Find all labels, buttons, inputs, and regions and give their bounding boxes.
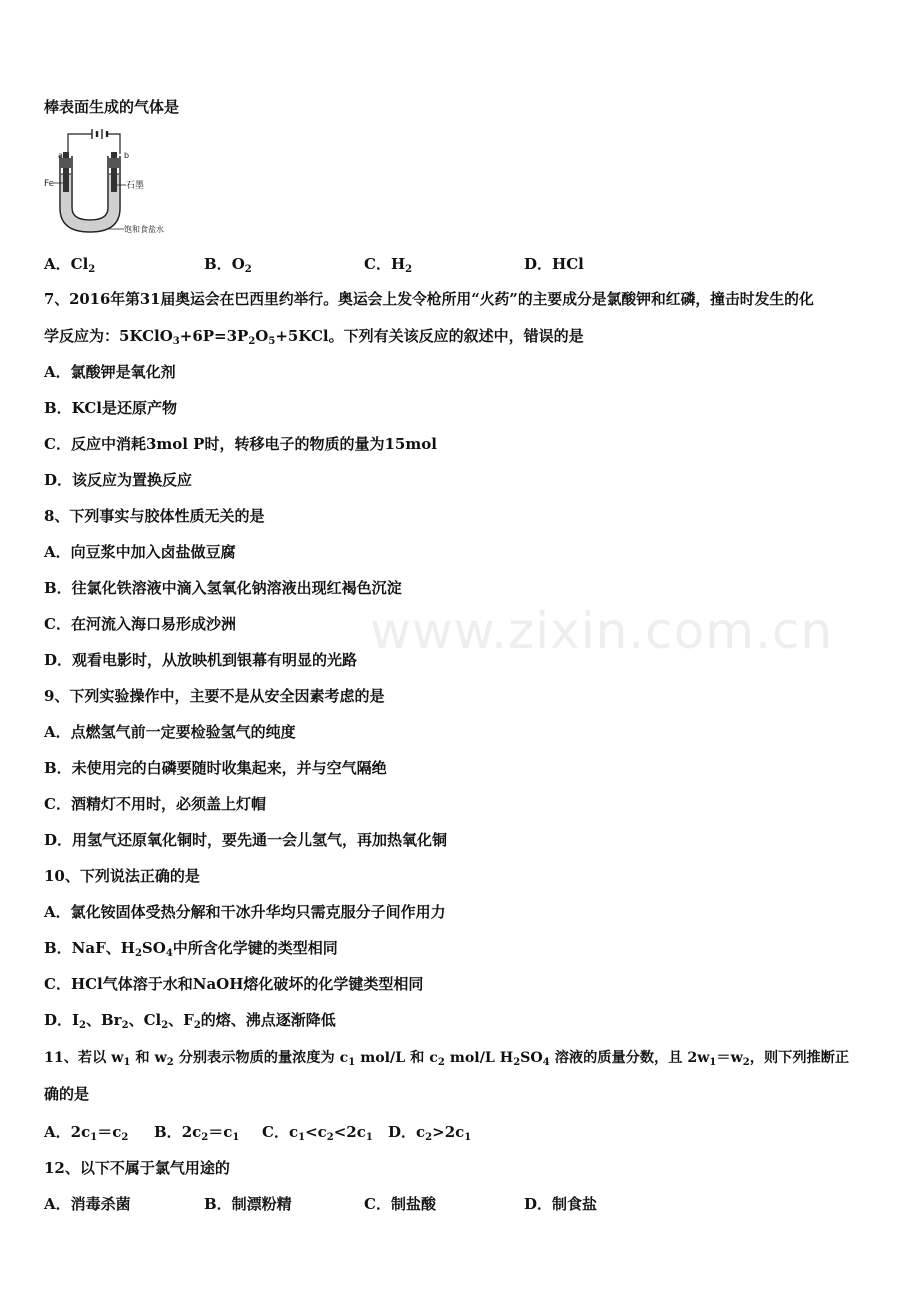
q12-option-d: D．制食盐 — [524, 1195, 598, 1213]
q9-option-d: D．用氢气还原氧化铜时，要先通一会儿氢气，再加热氧化铜 — [44, 831, 448, 849]
q12-stem: 12、以下不属于氯气用途的 — [44, 1159, 230, 1177]
q6-option-d: D．HCl — [524, 255, 584, 273]
q10-option-b: B．NaF、$H_2SO_4$中所含化学键的类型相同 — [44, 939, 338, 959]
q9-option-a: A．点燃氢气前一定要检验氢气的纯度 — [44, 723, 296, 741]
q8-option-c: C．在河流入海口易形成沙洲 — [44, 615, 236, 633]
q10-stem: 10、下列说法正确的是 — [44, 867, 200, 885]
q11-stem-line2: 确的是 — [44, 1085, 90, 1103]
q11-option-b: B．$2c_2=c_1$ — [154, 1123, 240, 1143]
q7-stem-line1: 7、2016年第31届奥运会在巴西里约举行。奥运会上发令枪所用“火药”的主要成分是氯酸钾和红磷，撞击时发生的化 — [44, 291, 814, 308]
label-a: a — [58, 151, 63, 160]
label-solution: 饱和食盐水 — [124, 225, 164, 234]
q8-option-d: D．观看电影时，从放映机到银幕有明显的光路 — [44, 651, 358, 669]
electrolysis-u-tube-figure — [44, 128, 184, 240]
q11-option-d: D．$c_2>2c_1$ — [388, 1123, 472, 1143]
q7-option-a: A．氯酸钾是氧化剂 — [44, 363, 176, 381]
q6-option-a: A．$Cl_2$ — [44, 255, 96, 275]
q11-option-a: A．$2c_1=c_2$ — [44, 1123, 129, 1143]
q7-option-b: B．KCl是还原产物 — [44, 399, 177, 417]
q7-stem-line2: 学反应为：$5KClO_3+6P=3P_2O_5+5KCl$。下列有关该反应的叙述中，错误的是 — [44, 327, 584, 347]
q8-option-b: B．往氯化铁溶液中滴入氢氧化钠溶液出现红褐色沉淀 — [44, 579, 402, 597]
q9-option-b: B．未使用完的白磷要随时收集起来，并与空气隔绝 — [44, 759, 387, 777]
q12-option-a: A．消毒杀菌 — [44, 1195, 131, 1213]
q9-option-c: C．酒精灯不用时，必须盖上灯帽 — [44, 795, 266, 813]
q11-stem-line1: 11、若以 $w_1$ 和 $w_2$ 分别表示物质的量浓度为 $c_1$ mol/L 和 $c_2$ mol/L $H_2SO_4$ 溶液的质量分数，且 $2w_1=w_2$，则下列推断正 — [44, 1050, 850, 1068]
q9-stem: 9、下列实验操作中，主要不是从安全因素考虑的是 — [44, 687, 385, 705]
q6-option-c: C．$H_2$ — [364, 255, 413, 275]
q10-option-c: C．HCl气体溶于水和NaOH熔化破坏的化学键类型相同 — [44, 975, 424, 993]
q8-stem: 8、下列事实与胶体性质无关的是 — [44, 507, 265, 525]
q10-option-a: A．氯化铵固体受热分解和干冰升华均只需克服分子间作用力 — [44, 903, 446, 921]
q10-option-d: D．$I_2$、$Br_2$、$Cl_2$、$F_2$的熔、沸点逐渐降低 — [44, 1011, 336, 1031]
q7-option-c: C．反应中消耗3mol P时，转移电子的物质的量为15mol — [44, 435, 437, 453]
q12-option-b: B．制漂粉精 — [204, 1195, 292, 1213]
q11-option-c: C．$c_1<c_2<2c_1$ — [262, 1123, 373, 1143]
label-fe: Fe — [44, 179, 55, 189]
q6-option-b: B．$O_2$ — [204, 255, 252, 275]
label-b: b — [124, 151, 130, 160]
q8-option-a: A．向豆浆中加入卤盐做豆腐 — [44, 543, 236, 561]
q12-option-c: C．制盐酸 — [364, 1195, 436, 1213]
label-graphite: 石墨 — [126, 181, 145, 191]
q7-option-d: D．该反应为置换反应 — [44, 471, 193, 489]
q6-stem-tail: 棒表面生成的气体是 — [44, 98, 180, 116]
watermark: www.zixin.com.cn — [370, 602, 834, 660]
